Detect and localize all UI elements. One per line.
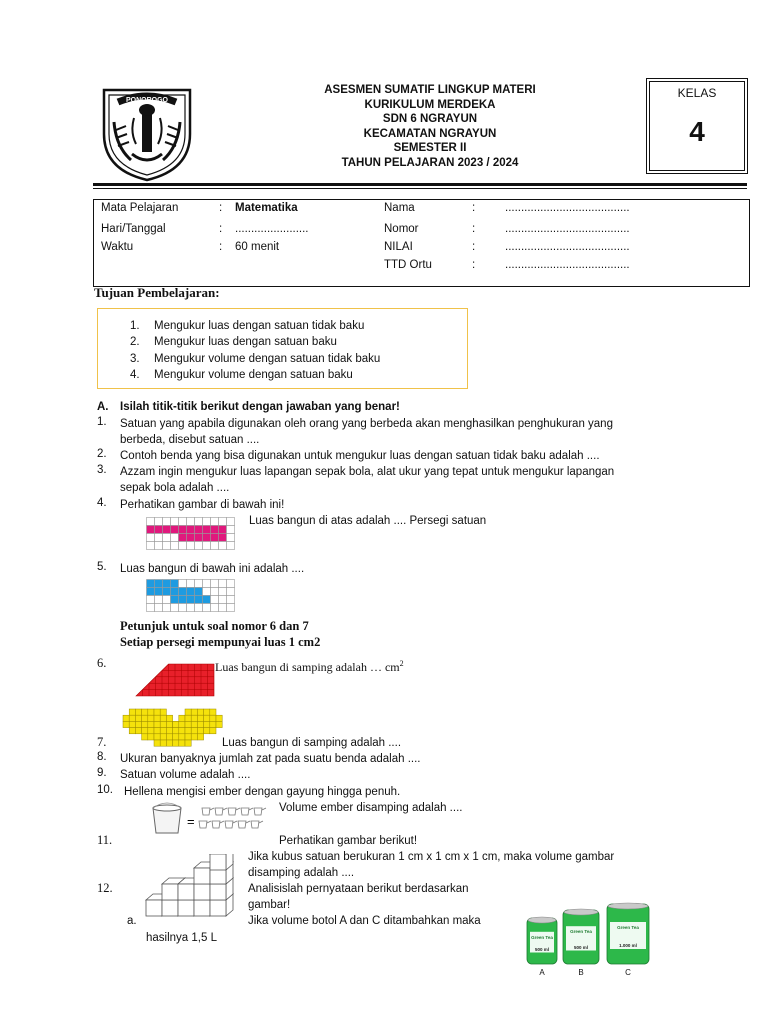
info-label-subject: Mata Pelajaran bbox=[101, 202, 179, 214]
q6-text: Luas bangun di samping adalah … $cm^2$ bbox=[215, 659, 404, 674]
grid-cell bbox=[179, 518, 187, 526]
kelas-box bbox=[646, 78, 748, 174]
info-label-time: Waktu bbox=[101, 241, 134, 253]
can-volume: 500 ml bbox=[573, 944, 589, 950]
grid-cell bbox=[204, 709, 210, 715]
q3-number: 3. bbox=[97, 464, 107, 476]
grid-cell bbox=[179, 588, 187, 596]
grid-cell bbox=[173, 728, 179, 734]
info-colon: : bbox=[472, 223, 476, 235]
grid-cell bbox=[203, 604, 211, 612]
grid-cell bbox=[211, 534, 219, 542]
grid-cell bbox=[148, 728, 154, 734]
grid-cell bbox=[187, 542, 195, 550]
dipper-icon bbox=[199, 821, 211, 828]
grid-cell bbox=[160, 734, 166, 740]
q1-line-2: berbeda, disebut satuan .... bbox=[120, 434, 260, 446]
grid-cell bbox=[154, 715, 160, 721]
grid-cell bbox=[179, 728, 185, 734]
grid-cell bbox=[148, 721, 154, 727]
grid-cell bbox=[191, 721, 197, 727]
section-a-title: Isilah titik-titik berikut dengan jawaban yang benar! bbox=[120, 401, 400, 413]
grid-cell bbox=[211, 526, 219, 534]
grid-cell bbox=[195, 588, 203, 596]
can-volume: 500 ml bbox=[534, 947, 550, 953]
grid-cell bbox=[219, 588, 227, 596]
dipper-icon bbox=[215, 808, 227, 815]
logo-text: PONOROGO bbox=[125, 97, 169, 104]
grid-cell bbox=[204, 715, 210, 721]
grid-cell bbox=[211, 518, 219, 526]
grid-cell bbox=[211, 542, 219, 550]
can-b bbox=[563, 909, 599, 964]
grid-cell bbox=[135, 721, 141, 727]
grid-cell bbox=[185, 728, 191, 734]
grid-cell bbox=[147, 542, 155, 550]
dipper-icon bbox=[225, 821, 237, 828]
can-label: A bbox=[539, 968, 545, 977]
grid-cell bbox=[155, 588, 163, 596]
grid-cell bbox=[187, 534, 195, 542]
tujuan-item: 4. Mengukur volume dengan satuan baku bbox=[130, 369, 353, 382]
info-value-score[interactable]: ....................................... bbox=[505, 241, 630, 253]
can-label: B bbox=[578, 968, 584, 977]
q11-line-1: Perhatikan gambar berikut! bbox=[279, 835, 418, 847]
grid-cell bbox=[203, 596, 211, 604]
grid-cell bbox=[179, 734, 185, 740]
grid-cell bbox=[160, 715, 166, 721]
grid-cell bbox=[147, 526, 155, 534]
grid-cell bbox=[142, 709, 148, 715]
can-a bbox=[527, 917, 557, 964]
grid-cell bbox=[154, 728, 160, 734]
grid-cell bbox=[210, 715, 216, 721]
q3-line-1: Azzam ingin mengukur luas lapangan sepak bola, alat ukur yang tepat untuk mengukur lapangan bbox=[120, 466, 615, 478]
tujuan-title: Tujuan Pembelajaran: bbox=[94, 285, 220, 300]
grid-cell bbox=[227, 526, 235, 534]
grid-cell bbox=[211, 580, 219, 588]
grid-cell bbox=[197, 715, 203, 721]
info-value-date[interactable]: ....................... bbox=[235, 223, 309, 235]
petunjuk-line-1: Petunjuk untuk soal nomor 6 dan 7 bbox=[120, 619, 309, 633]
grid-cell bbox=[179, 604, 187, 612]
grid-cell bbox=[160, 740, 166, 746]
dipper-icon bbox=[202, 808, 214, 815]
grid-cell bbox=[160, 728, 166, 734]
grid-cell bbox=[155, 580, 163, 588]
q12-line-2: gambar! bbox=[248, 899, 291, 911]
dipper-icon bbox=[254, 808, 266, 815]
grid-cell bbox=[179, 580, 187, 588]
header-line-5: SEMESTER II bbox=[393, 142, 467, 155]
grid-cell bbox=[123, 721, 129, 727]
grid-cell bbox=[197, 728, 203, 734]
info-value-time: 60 menit bbox=[235, 241, 280, 253]
grid-cell bbox=[173, 734, 179, 740]
grid-cell bbox=[210, 728, 216, 734]
info-colon: : bbox=[219, 241, 223, 253]
equals-sign: = bbox=[187, 814, 195, 829]
grid-cell bbox=[129, 721, 135, 727]
grid-cell bbox=[155, 596, 163, 604]
header-divider-thick bbox=[93, 183, 747, 186]
grid-cell bbox=[154, 734, 160, 740]
grid-cell bbox=[210, 721, 216, 727]
grid-cell bbox=[227, 542, 235, 550]
grid-cell bbox=[160, 709, 166, 715]
grid-cell bbox=[203, 580, 211, 588]
info-label-date: Hari/Tanggal bbox=[101, 223, 166, 235]
grid-cell bbox=[154, 709, 160, 715]
q3-line-2: sepak bola adalah .... bbox=[120, 482, 230, 494]
grid-cell bbox=[142, 728, 148, 734]
grid-cell bbox=[191, 728, 197, 734]
dipper-icons bbox=[199, 808, 266, 828]
q12a-letter: a. bbox=[127, 915, 137, 927]
grid-cell bbox=[171, 534, 179, 542]
grid-cell bbox=[179, 534, 187, 542]
grid-cell bbox=[195, 580, 203, 588]
grid-cell bbox=[160, 721, 166, 727]
grid-cell bbox=[166, 721, 172, 727]
grid-cell bbox=[203, 518, 211, 526]
q8-text: Ukuran banyaknya jumlah zat pada suatu benda adalah .... bbox=[120, 753, 421, 765]
dipper-icon bbox=[212, 821, 224, 828]
tujuan-item: 3. Mengukur volume dengan satuan tidak baku bbox=[130, 352, 381, 365]
green-tea-cans-figure bbox=[523, 902, 663, 978]
can-volume: 1.000 ml bbox=[619, 943, 637, 949]
info-colon: : bbox=[219, 223, 223, 235]
grid-cell bbox=[166, 715, 172, 721]
grid-cell bbox=[203, 526, 211, 534]
grid-cell bbox=[154, 740, 160, 746]
grid-cell bbox=[166, 728, 172, 734]
grid-cell bbox=[163, 596, 171, 604]
grid-cell bbox=[171, 580, 179, 588]
grid-cell bbox=[163, 518, 171, 526]
grid-cell bbox=[171, 604, 179, 612]
grid-cell bbox=[187, 588, 195, 596]
grid-cell bbox=[171, 526, 179, 534]
grid-cell bbox=[163, 604, 171, 612]
student-info-box bbox=[93, 199, 750, 287]
q10-side-text: Volume ember disamping adalah .... bbox=[279, 802, 463, 814]
dipper-icon bbox=[228, 808, 240, 815]
grid-cell bbox=[171, 588, 179, 596]
q5-number: 5. bbox=[97, 561, 107, 573]
grid-cell bbox=[197, 734, 203, 740]
grid-cell bbox=[227, 534, 235, 542]
grid-cell bbox=[148, 734, 154, 740]
info-label-name: Nama bbox=[384, 202, 415, 214]
grid-cell bbox=[203, 534, 211, 542]
bucket-icon bbox=[153, 803, 181, 833]
grid-cell bbox=[187, 604, 195, 612]
grid-cell bbox=[155, 518, 163, 526]
grid-cell bbox=[129, 709, 135, 715]
grid-cell bbox=[147, 604, 155, 612]
q8-number: 8. bbox=[97, 751, 107, 763]
q7-number: 7. bbox=[97, 735, 107, 749]
grid-cell bbox=[195, 604, 203, 612]
info-colon: : bbox=[472, 202, 476, 214]
grid-cell bbox=[147, 588, 155, 596]
q11-number: 11. bbox=[97, 833, 113, 847]
q7-text: Luas bangun di samping adalah .... bbox=[222, 737, 402, 749]
grid-cell bbox=[219, 604, 227, 612]
can-brand: Green Tea bbox=[570, 929, 592, 935]
grid-cell bbox=[155, 604, 163, 612]
header-line-1: ASESMEN SUMATIF LINGKUP MATERI bbox=[324, 84, 536, 96]
grid-cell bbox=[179, 542, 187, 550]
grid-cell bbox=[155, 534, 163, 542]
grid-cell bbox=[219, 534, 227, 542]
grid-cell bbox=[163, 534, 171, 542]
grid-cell bbox=[197, 709, 203, 715]
grid-cell bbox=[171, 542, 179, 550]
grid-cell bbox=[195, 542, 203, 550]
dipper-icon bbox=[241, 808, 253, 815]
grid-cell bbox=[123, 715, 129, 721]
grid-cell bbox=[187, 580, 195, 588]
kelas-label: KELAS bbox=[677, 86, 717, 100]
grid-cell bbox=[227, 604, 235, 612]
q11-line-2: Jika kubus satuan berukuran 1 cm x 1 cm x 1 cm, maka volume gambar bbox=[248, 851, 615, 863]
grid-cell bbox=[203, 588, 211, 596]
q4-line-1: Perhatikan gambar di bawah ini! bbox=[120, 499, 285, 511]
grid-cell bbox=[216, 721, 222, 727]
grid-cell bbox=[163, 580, 171, 588]
grid-cell bbox=[135, 715, 141, 721]
grid-cell bbox=[135, 709, 141, 715]
grid-cell bbox=[211, 596, 219, 604]
info-label-number: Nomor bbox=[384, 223, 419, 235]
grid-cell bbox=[216, 715, 222, 721]
grid-cell bbox=[195, 526, 203, 534]
header-line-4: KECAMATAN NGRAYUN bbox=[363, 127, 497, 140]
grid-cell bbox=[219, 542, 227, 550]
dipper-icon bbox=[251, 821, 263, 828]
q12a-line-1: Jika volume botol A dan C ditambahkan maka bbox=[248, 915, 481, 927]
grid-cell bbox=[142, 721, 148, 727]
info-label-score: NILAI bbox=[384, 241, 413, 253]
kelas-value: 4 bbox=[689, 116, 705, 147]
grid-cell bbox=[185, 721, 191, 727]
grid-cell bbox=[227, 588, 235, 596]
grid-cell bbox=[195, 518, 203, 526]
grid-cell bbox=[155, 526, 163, 534]
q9-number: 9. bbox=[97, 767, 107, 779]
grid-cell bbox=[187, 518, 195, 526]
grid-cell bbox=[187, 526, 195, 534]
can-label: C bbox=[625, 968, 631, 977]
grid-cell bbox=[204, 728, 210, 734]
grid-cell bbox=[227, 596, 235, 604]
q2-line-1: Contoh benda yang bisa digunakan untuk mengukur luas dengan satuan tidak baku adalah .... bbox=[120, 450, 600, 462]
can-c bbox=[607, 903, 649, 964]
unit-cubes-figure bbox=[144, 854, 244, 920]
school-emblem-logo bbox=[96, 82, 198, 182]
grid-cell bbox=[171, 596, 179, 604]
grid-cell bbox=[147, 596, 155, 604]
bucket-and-dippers-figure bbox=[150, 802, 268, 836]
q4-number: 4. bbox=[97, 497, 107, 509]
grid-cell bbox=[219, 518, 227, 526]
grid-cell bbox=[227, 518, 235, 526]
header-divider-thin bbox=[93, 188, 747, 189]
q10-number: 10. bbox=[97, 784, 113, 796]
grid-cell bbox=[179, 596, 187, 604]
grid-cell bbox=[203, 542, 211, 550]
dipper-icon bbox=[238, 821, 250, 828]
q6-number: 6. bbox=[97, 656, 107, 670]
grid-cell bbox=[219, 526, 227, 534]
grid-cell bbox=[129, 728, 135, 734]
section-a-letter: A. bbox=[97, 401, 109, 413]
grid-cell bbox=[191, 715, 197, 721]
grid-cell bbox=[147, 518, 155, 526]
grid-cell bbox=[195, 534, 203, 542]
grid-cell bbox=[129, 715, 135, 721]
grid-cell bbox=[179, 740, 185, 746]
grid-cell bbox=[147, 580, 155, 588]
grid-cell bbox=[211, 604, 219, 612]
grid-cell bbox=[191, 734, 197, 740]
exam-header bbox=[280, 83, 580, 171]
grid-cell bbox=[142, 715, 148, 721]
grid-cell bbox=[191, 709, 197, 715]
q10-text: Hellena mengisi ember dengan gayung hingga penuh. bbox=[124, 786, 401, 798]
grid-cell bbox=[148, 709, 154, 715]
grid-cell bbox=[163, 542, 171, 550]
tujuan-item: 1. Mengukur luas dengan satuan tidak baku bbox=[130, 320, 365, 332]
grid-cell bbox=[173, 721, 179, 727]
info-value-name[interactable]: ....................................... bbox=[505, 202, 630, 214]
grid-cell bbox=[204, 721, 210, 727]
grid-cell bbox=[148, 715, 154, 721]
q2-number: 2. bbox=[97, 448, 107, 460]
q5-grid-figure bbox=[146, 579, 238, 612]
grid-cell bbox=[135, 728, 141, 734]
q12a-line-2: hasilnya 1,5 L bbox=[146, 932, 217, 944]
grid-cell bbox=[166, 734, 172, 740]
q4-side-text: Luas bangun di atas adalah .... Persegi satuan bbox=[249, 515, 487, 527]
q11-line-3: disamping adalah .... bbox=[248, 867, 355, 879]
q1-line-1: Satuan yang apabila digunakan oleh orang yang berbeda akan menghasilkan penghukuran yang bbox=[120, 418, 613, 430]
q6-trapezoid-figure bbox=[134, 660, 224, 698]
q5-line-1: Luas bangun di bawah ini adalah .... bbox=[120, 563, 305, 575]
grid-cell bbox=[185, 709, 191, 715]
info-label-parent-sign: TTD Ortu bbox=[384, 259, 432, 271]
grid-cell bbox=[171, 518, 179, 526]
info-colon: : bbox=[472, 241, 476, 253]
grid-cell bbox=[154, 721, 160, 727]
info-value-parent-sign[interactable]: ....................................... bbox=[505, 259, 630, 271]
grid-cell bbox=[210, 709, 216, 715]
can-brand: Green Tea bbox=[617, 925, 639, 930]
q4-grid-figure bbox=[146, 517, 238, 550]
grid-cell bbox=[179, 721, 185, 727]
info-value-number[interactable]: ....................................... bbox=[505, 223, 630, 235]
grid-cell bbox=[187, 596, 195, 604]
grid-cell bbox=[219, 596, 227, 604]
grid-cell bbox=[179, 526, 187, 534]
q12-number: 12. bbox=[97, 881, 113, 895]
grid-cell bbox=[163, 526, 171, 534]
grid-cell bbox=[142, 734, 148, 740]
header-line-6: TAHUN PELAJARAN 2023 / 2024 bbox=[341, 156, 519, 169]
info-colon: : bbox=[472, 259, 476, 271]
grid-cell bbox=[211, 588, 219, 596]
grid-cell bbox=[195, 596, 203, 604]
header-line-3: SDN 6 NGRAYUN bbox=[382, 113, 478, 126]
grid-cell bbox=[179, 715, 185, 721]
petunjuk-line-2: Setiap persegi mempunyai luas 1 cm2 bbox=[120, 635, 321, 649]
q1-number: 1. bbox=[97, 416, 107, 428]
grid-cell bbox=[155, 542, 163, 550]
grid-cell bbox=[227, 580, 235, 588]
header-line-2: KURIKULUM MERDEKA bbox=[364, 98, 496, 111]
grid-cell bbox=[185, 740, 191, 746]
tujuan-item: 2. Mengukur luas dengan satuan baku bbox=[130, 336, 337, 349]
info-value-subject: Matematika bbox=[235, 202, 298, 214]
grid-cell bbox=[185, 715, 191, 721]
q9-text: Satuan volume adalah .... bbox=[120, 769, 251, 781]
grid-cell bbox=[185, 734, 191, 740]
grid-cell bbox=[166, 740, 172, 746]
grid-cell bbox=[163, 588, 171, 596]
info-colon: : bbox=[219, 202, 223, 214]
q12-line-1: Analisislah pernyataan berikut berdasarkan bbox=[248, 883, 469, 895]
tujuan-list bbox=[130, 318, 380, 384]
grid-cell bbox=[219, 580, 227, 588]
can-brand: Green Tea bbox=[531, 934, 553, 940]
grid-cell bbox=[147, 534, 155, 542]
q7-shape-figure bbox=[122, 708, 224, 748]
grid-cell bbox=[173, 740, 179, 746]
grid-cell bbox=[197, 721, 203, 727]
